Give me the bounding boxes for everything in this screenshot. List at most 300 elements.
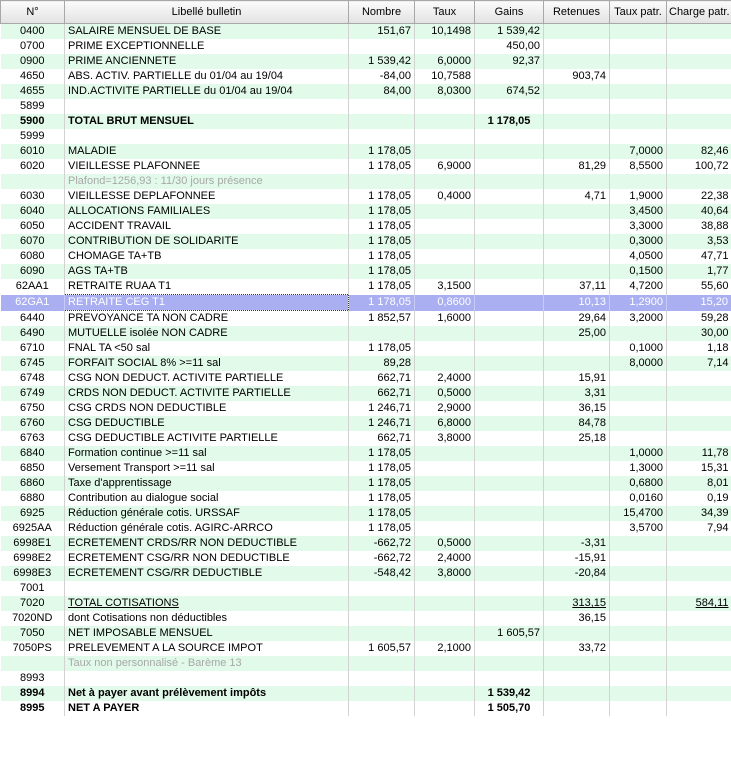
table-row[interactable] (1, 551, 731, 566)
cell-quantity: 1 178,05 (349, 491, 415, 506)
cell-deductions (544, 656, 610, 671)
cell-number: 6763 (1, 431, 65, 446)
table-row[interactable] (1, 446, 731, 461)
cell-label: VIEILLESSE DEPLAFONNEE (65, 189, 349, 204)
table-row[interactable] (1, 416, 731, 431)
table-row[interactable] (1, 54, 731, 69)
cell-employer-rate (610, 401, 667, 416)
cell-earnings (475, 401, 544, 416)
column-header-employer-charge[interactable]: Charge patr. (667, 1, 731, 24)
table-row[interactable] (1, 671, 731, 686)
table-row[interactable] (1, 656, 731, 671)
cell-label (65, 581, 349, 596)
cell-quantity: 1 246,71 (349, 401, 415, 416)
table-row[interactable] (1, 611, 731, 626)
cell-label: CSG NON DEDUCT. ACTIVITE PARTIELLE (65, 371, 349, 386)
table-row[interactable] (1, 341, 731, 356)
cell-rate (415, 596, 475, 611)
cell-quantity: 1 178,05 (349, 521, 415, 536)
cell-employer-rate (610, 581, 667, 596)
table-row[interactable] (1, 536, 731, 551)
table-row[interactable] (1, 701, 731, 716)
cell-quantity (349, 326, 415, 341)
cell-employer-charge (667, 431, 731, 446)
cell-employer-charge (667, 39, 731, 54)
cell-earnings (475, 476, 544, 491)
cell-employer-charge (667, 641, 731, 656)
cell-deductions: 25,18 (544, 431, 610, 446)
cell-number: 5899 (1, 99, 65, 114)
cell-number: 6925 (1, 506, 65, 521)
cell-deductions: 4,71 (544, 189, 610, 204)
cell-deductions: 15,91 (544, 371, 610, 386)
cell-employer-rate: 3,4500 (610, 204, 667, 219)
cell-rate: 6,9000 (415, 159, 475, 174)
cell-quantity (349, 596, 415, 611)
table-row[interactable] (1, 356, 731, 371)
cell-deductions (544, 701, 610, 716)
cell-deductions (544, 24, 610, 40)
cell-quantity: -662,72 (349, 536, 415, 551)
table-row[interactable] (1, 129, 731, 144)
cell-number: 6998E1 (1, 536, 65, 551)
cell-employer-rate: 0,6800 (610, 476, 667, 491)
cell-earnings (475, 446, 544, 461)
cell-employer-rate: 1,0000 (610, 446, 667, 461)
cell-label: PREVOYANCE TA NON CADRE (65, 311, 349, 327)
cell-quantity: 1 178,05 (349, 144, 415, 159)
cell-label: MUTUELLE isolée NON CADRE (65, 326, 349, 341)
table-row[interactable] (1, 626, 731, 641)
cell-employer-rate (610, 611, 667, 626)
cell-employer-rate (610, 416, 667, 431)
cell-quantity: 662,71 (349, 386, 415, 401)
cell-deductions: 33,72 (544, 641, 610, 656)
cell-quantity: 1 178,05 (349, 461, 415, 476)
cell-label: ABS. ACTIV. PARTIELLE du 01/04 au 19/04 (65, 69, 349, 84)
cell-employer-charge (667, 701, 731, 716)
cell-label: Plafond=1256,93 : 11/30 jours présence (65, 174, 349, 189)
table-row[interactable] (1, 401, 731, 416)
table-row[interactable] (1, 521, 731, 536)
table-body (1, 24, 731, 717)
table-row[interactable] (1, 234, 731, 249)
cell-label: FNAL TA <50 sal (65, 341, 349, 356)
table-row[interactable] (1, 144, 731, 159)
cell-employer-charge: 55,60 (667, 279, 731, 295)
cell-rate (415, 129, 475, 144)
cell-label: AGS TA+TB (65, 264, 349, 279)
cell-label: CSG DEDUCTIBLE ACTIVITE PARTIELLE (65, 431, 349, 446)
table-row[interactable] (1, 596, 731, 611)
cell-employer-rate (610, 24, 667, 40)
cell-number: 6020 (1, 159, 65, 174)
cell-quantity (349, 129, 415, 144)
cell-rate: 2,4000 (415, 371, 475, 386)
column-header-quantity[interactable]: Nombre (349, 1, 415, 24)
cell-deductions (544, 264, 610, 279)
cell-deductions (544, 144, 610, 159)
cell-label: TOTAL COTISATIONS (65, 596, 349, 611)
cell-rate (415, 204, 475, 219)
cell-rate (415, 174, 475, 189)
cell-deductions (544, 446, 610, 461)
cell-earnings (475, 536, 544, 551)
cell-earnings: 1 505,70 (475, 701, 544, 716)
cell-employer-rate: 3,3000 (610, 219, 667, 234)
cell-employer-rate (610, 69, 667, 84)
cell-deductions (544, 39, 610, 54)
cell-number: 6925AA (1, 521, 65, 536)
cell-label: PRIME ANCIENNETE (65, 54, 349, 69)
cell-earnings: 92,37 (475, 54, 544, 69)
cell-label: CSG DEDUCTIBLE (65, 416, 349, 431)
cell-number (1, 656, 65, 671)
cell-number: 7050PS (1, 641, 65, 656)
cell-employer-charge (667, 626, 731, 641)
cell-employer-rate (610, 84, 667, 99)
cell-employer-charge (667, 416, 731, 431)
cell-label: IND.ACTIVITE PARTIELLE du 01/04 au 19/04 (65, 84, 349, 99)
cell-deductions (544, 476, 610, 491)
column-header-label[interactable]: Libellé bulletin (65, 1, 349, 24)
cell-number: 6040 (1, 204, 65, 219)
cell-rate: 0,5000 (415, 536, 475, 551)
cell-quantity (349, 114, 415, 129)
cell-rate (415, 326, 475, 341)
table-row[interactable] (1, 174, 731, 189)
cell-employer-rate (610, 686, 667, 701)
cell-employer-rate: 8,0000 (610, 356, 667, 371)
table-row[interactable] (1, 431, 731, 446)
cell-rate (415, 476, 475, 491)
cell-employer-rate (610, 371, 667, 386)
cell-quantity: 1 178,05 (349, 341, 415, 356)
cell-label (65, 129, 349, 144)
cell-deductions: 313,15 (544, 596, 610, 611)
cell-number: 6760 (1, 416, 65, 431)
cell-employer-charge (667, 371, 731, 386)
cell-quantity: -662,72 (349, 551, 415, 566)
cell-quantity: 89,28 (349, 356, 415, 371)
cell-rate: 2,4000 (415, 551, 475, 566)
cell-label: Contribution au dialogue social (65, 491, 349, 506)
cell-rate: 1,6000 (415, 311, 475, 327)
cell-quantity: 1 178,05 (349, 219, 415, 234)
cell-label: dont Cotisations non déductibles (65, 611, 349, 626)
cell-earnings (475, 641, 544, 656)
table-row[interactable] (1, 311, 731, 327)
cell-employer-rate (610, 54, 667, 69)
cell-employer-charge (667, 174, 731, 189)
table-row[interactable] (1, 159, 731, 174)
cell-employer-rate (610, 551, 667, 566)
cell-employer-charge: 47,71 (667, 249, 731, 264)
cell-earnings (475, 371, 544, 386)
cell-quantity: 1 178,05 (349, 279, 415, 295)
cell-rate (415, 99, 475, 114)
cell-employer-charge (667, 54, 731, 69)
cell-label: Formation continue >=11 sal (65, 446, 349, 461)
table-row[interactable] (1, 641, 731, 656)
cell-number: 6880 (1, 491, 65, 506)
table-row[interactable] (1, 566, 731, 581)
cell-earnings (475, 611, 544, 626)
cell-label: TOTAL BRUT MENSUEL (65, 114, 349, 129)
cell-label (65, 671, 349, 686)
cell-number: 6840 (1, 446, 65, 461)
cell-rate (415, 144, 475, 159)
header-row (1, 1, 731, 24)
cell-employer-charge: 59,28 (667, 311, 731, 327)
cell-deductions (544, 521, 610, 536)
cell-quantity: 662,71 (349, 431, 415, 446)
cell-quantity: 84,00 (349, 84, 415, 99)
cell-number: 6860 (1, 476, 65, 491)
cell-earnings (475, 491, 544, 506)
cell-employer-rate (610, 656, 667, 671)
cell-earnings: 1 539,42 (475, 686, 544, 701)
cell-number: 6030 (1, 189, 65, 204)
cell-deductions (544, 114, 610, 129)
cell-quantity: 1 178,05 (349, 249, 415, 264)
table-row[interactable] (1, 491, 731, 506)
cell-rate: 3,1500 (415, 279, 475, 295)
cell-earnings (475, 311, 544, 327)
cell-quantity: -548,42 (349, 566, 415, 581)
cell-rate (415, 491, 475, 506)
cell-label: ECRETEMENT CSG/RR NON DEDUCTIBLE (65, 551, 349, 566)
cell-deductions: 36,15 (544, 611, 610, 626)
cell-number: 6710 (1, 341, 65, 356)
cell-employer-charge: 11,78 (667, 446, 731, 461)
cell-number: 6998E2 (1, 551, 65, 566)
cell-employer-charge (667, 386, 731, 401)
table-row[interactable] (1, 371, 731, 386)
cell-rate: 0,8600 (415, 295, 475, 311)
cell-employer-charge (667, 84, 731, 99)
cell-employer-charge: 1,77 (667, 264, 731, 279)
cell-deductions (544, 491, 610, 506)
cell-rate: 0,5000 (415, 386, 475, 401)
cell-label: ECRETEMENT CSG/RR DEDUCTIBLE (65, 566, 349, 581)
cell-earnings (475, 129, 544, 144)
cell-label: Réduction générale cotis. URSSAF (65, 506, 349, 521)
cell-earnings (475, 596, 544, 611)
cell-quantity: 662,71 (349, 371, 415, 386)
table-row[interactable] (1, 264, 731, 279)
cell-number: 8994 (1, 686, 65, 701)
cell-rate (415, 249, 475, 264)
cell-label (65, 99, 349, 114)
table-row[interactable] (1, 219, 731, 234)
cell-quantity: 1 178,05 (349, 506, 415, 521)
cell-earnings (475, 189, 544, 204)
cell-deductions: 29,64 (544, 311, 610, 327)
cell-earnings (475, 159, 544, 174)
cell-employer-charge: 22,38 (667, 189, 731, 204)
cell-rate: 2,1000 (415, 641, 475, 656)
cell-quantity: 1 246,71 (349, 416, 415, 431)
cell-rate (415, 626, 475, 641)
cell-number: 4655 (1, 84, 65, 99)
cell-employer-charge (667, 671, 731, 686)
column-header-number[interactable]: N° (1, 1, 65, 24)
cell-employer-rate (610, 99, 667, 114)
cell-rate (415, 506, 475, 521)
cell-earnings (475, 671, 544, 686)
cell-employer-charge (667, 566, 731, 581)
cell-earnings (475, 386, 544, 401)
cell-employer-charge: 34,39 (667, 506, 731, 521)
cell-number: 5999 (1, 129, 65, 144)
cell-rate (415, 686, 475, 701)
cell-deductions (544, 129, 610, 144)
cell-employer-charge: 15,20 (667, 295, 731, 311)
cell-label: PRIME EXCEPTIONNELLE (65, 39, 349, 54)
cell-number (1, 174, 65, 189)
cell-deductions (544, 84, 610, 99)
table-row[interactable] (1, 114, 731, 129)
table-row[interactable] (1, 476, 731, 491)
cell-quantity: 1 605,57 (349, 641, 415, 656)
column-header-deductions[interactable]: Retenues (544, 1, 610, 24)
cell-earnings (475, 506, 544, 521)
cell-employer-rate: 8,5500 (610, 159, 667, 174)
cell-number: 6749 (1, 386, 65, 401)
cell-deductions: 36,15 (544, 401, 610, 416)
cell-deductions (544, 341, 610, 356)
table-row[interactable] (1, 84, 731, 99)
table-row[interactable] (1, 189, 731, 204)
cell-rate (415, 114, 475, 129)
cell-employer-rate (610, 536, 667, 551)
cell-earnings (475, 249, 544, 264)
cell-employer-rate (610, 626, 667, 641)
cell-quantity (349, 671, 415, 686)
cell-rate (415, 219, 475, 234)
cell-deductions (544, 671, 610, 686)
cell-label: ECRETEMENT CRDS/RR NON DEDUCTIBLE (65, 536, 349, 551)
column-header-employer-rate[interactable]: Taux patr. (610, 1, 667, 24)
cell-earnings (475, 219, 544, 234)
cell-earnings (475, 204, 544, 219)
cell-quantity: 1 178,05 (349, 189, 415, 204)
cell-earnings (475, 356, 544, 371)
table-row[interactable] (1, 204, 731, 219)
table-row[interactable] (1, 386, 731, 401)
cell-earnings (475, 566, 544, 581)
cell-employer-charge (667, 129, 731, 144)
cell-label: ALLOCATIONS FAMILIALES (65, 204, 349, 219)
cell-deductions (544, 204, 610, 219)
cell-employer-rate (610, 566, 667, 581)
cell-earnings (475, 551, 544, 566)
cell-number: 7020ND (1, 611, 65, 626)
cell-number: 8995 (1, 701, 65, 716)
cell-label: VIEILLESSE PLAFONNEE (65, 159, 349, 174)
cell-rate: 6,0000 (415, 54, 475, 69)
cell-earnings (475, 656, 544, 671)
cell-rate: 0,4000 (415, 189, 475, 204)
cell-earnings (475, 431, 544, 446)
table-row[interactable] (1, 686, 731, 701)
cell-deductions: -3,31 (544, 536, 610, 551)
column-header-rate[interactable]: Taux (415, 1, 475, 24)
cell-employer-charge: 30,00 (667, 326, 731, 341)
cell-rate (415, 581, 475, 596)
cell-quantity: 1 178,05 (349, 234, 415, 249)
cell-employer-rate: 0,3000 (610, 234, 667, 249)
cell-earnings: 674,52 (475, 84, 544, 99)
cell-deductions (544, 506, 610, 521)
cell-rate: 2,9000 (415, 401, 475, 416)
cell-deductions (544, 581, 610, 596)
cell-employer-charge (667, 69, 731, 84)
cell-quantity: 1 178,05 (349, 295, 415, 311)
cell-employer-rate (610, 114, 667, 129)
table-row[interactable] (1, 581, 731, 596)
cell-earnings (475, 234, 544, 249)
cell-number: 6070 (1, 234, 65, 249)
cell-employer-rate: 1,9000 (610, 189, 667, 204)
table-row[interactable] (1, 69, 731, 84)
table-row[interactable] (1, 326, 731, 341)
cell-earnings: 1 539,42 (475, 24, 544, 40)
table-row[interactable] (1, 249, 731, 264)
cell-employer-charge (667, 686, 731, 701)
cell-number: 0700 (1, 39, 65, 54)
table-row[interactable] (1, 99, 731, 114)
table-row[interactable] (1, 39, 731, 54)
table-row[interactable] (1, 24, 731, 40)
cell-quantity: 1 539,42 (349, 54, 415, 69)
cell-label: Taxe d'apprentissage (65, 476, 349, 491)
cell-employer-charge: 0,19 (667, 491, 731, 506)
cell-deductions: 25,00 (544, 326, 610, 341)
cell-employer-rate: 0,1000 (610, 341, 667, 356)
cell-number: 0400 (1, 24, 65, 40)
cell-number: 6090 (1, 264, 65, 279)
table-row[interactable] (1, 279, 731, 295)
cell-earnings (475, 295, 544, 311)
column-header-earnings[interactable]: Gains (475, 1, 544, 24)
table-row-selected[interactable] (1, 295, 731, 311)
cell-number: 0900 (1, 54, 65, 69)
cell-deductions (544, 219, 610, 234)
cell-rate (415, 356, 475, 371)
table-row[interactable] (1, 461, 731, 476)
cell-employer-rate: 0,0160 (610, 491, 667, 506)
cell-deductions: 10,13 (544, 295, 610, 311)
cell-employer-rate: 7,0000 (610, 144, 667, 159)
table-row[interactable] (1, 506, 731, 521)
cell-earnings (475, 326, 544, 341)
cell-rate: 6,8000 (415, 416, 475, 431)
cell-earnings (475, 461, 544, 476)
cell-employer-rate (610, 174, 667, 189)
cell-rate: 10,7588 (415, 69, 475, 84)
cell-number: 6998E3 (1, 566, 65, 581)
cell-employer-rate (610, 701, 667, 716)
cell-employer-charge: 3,53 (667, 234, 731, 249)
cell-employer-charge (667, 551, 731, 566)
cell-quantity: 1 178,05 (349, 264, 415, 279)
cell-earnings (475, 99, 544, 114)
cell-deductions (544, 249, 610, 264)
cell-deductions (544, 626, 610, 641)
cell-employer-charge: 38,88 (667, 219, 731, 234)
